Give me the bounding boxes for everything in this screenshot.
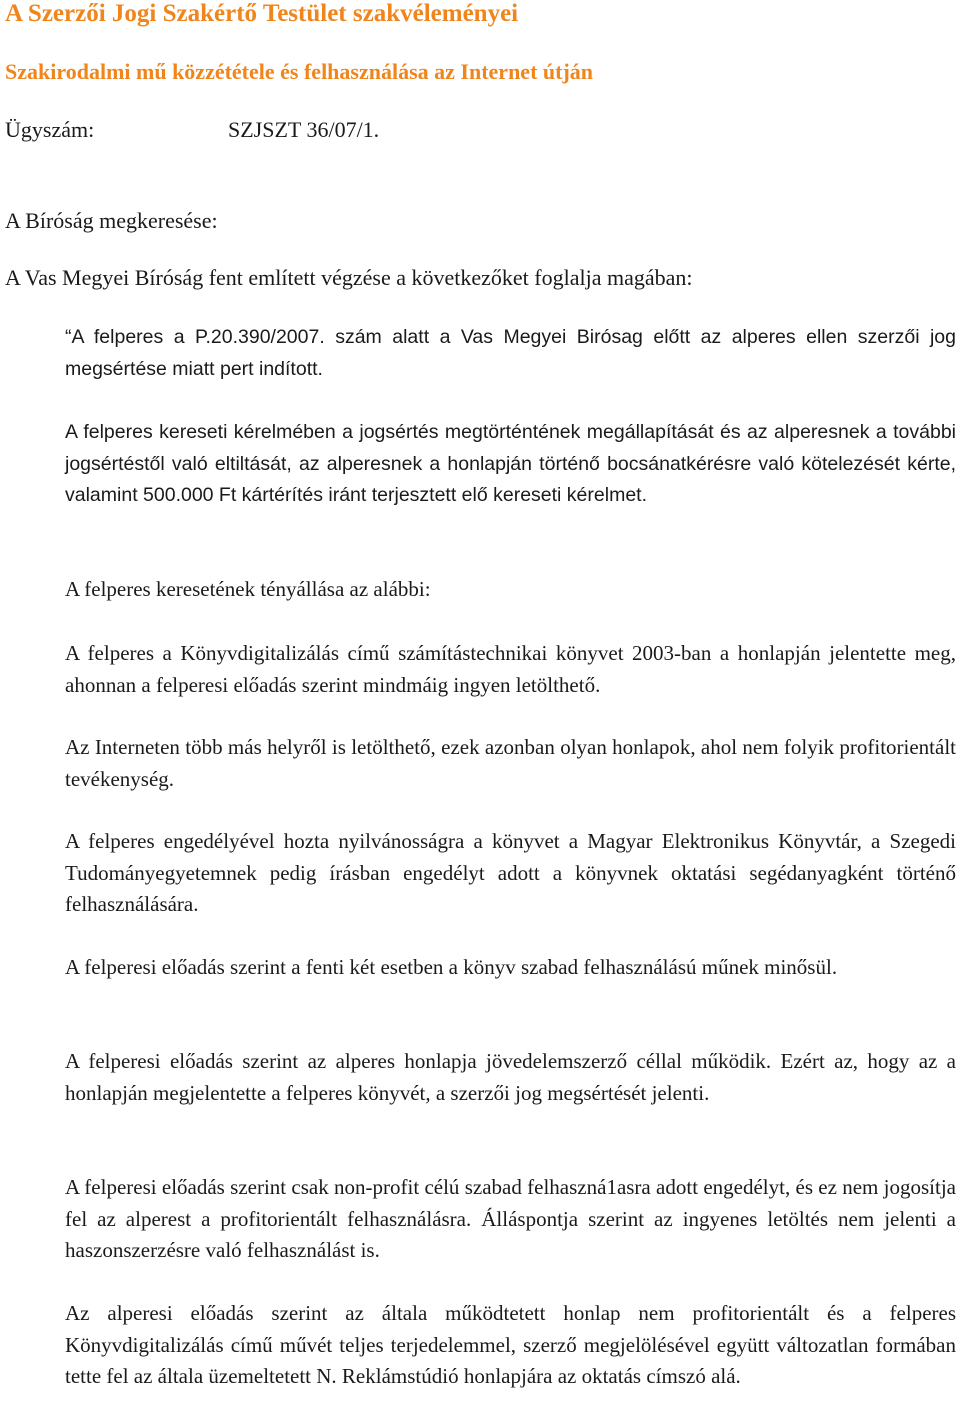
paragraph-6: A felperes engedélyével hozta nyilvánosságra a könyvet a Magyar Elektronikus Könyvtár, a Szegedi Tudományegyetemnek pedig írásban engedélyt adott a könyvnek oktatási segédanyagként történő felhasználására.	[65, 829, 956, 916]
paragraph-4: A felperes a Könyvdigitalizálás című számítástechnikai könyvet 2003-ban a honlapján jelentette meg, ahonnan a felperesi előadás szerint mindmáig ingyen letölthető.	[65, 641, 956, 697]
document-title: A Szerzői Jogi Szakértő Testület szakvéleményei	[5, 0, 519, 27]
case-label: Ügyszám:	[5, 117, 95, 142]
paragraph-10: Az alperesi előadás szerint az általa működtetett honlap nem profitorientált és a felperes Könyvdigitalizálás című művét teljes terjedelemmel, szerző megjelölésével együtt változatlan formában tette fel az általa üzemeltetett N. Reklámstúdió honlapjára az oktatás címszó alá.	[65, 1301, 956, 1388]
intro-line: A Vas Megyei Bíróság fent említett végzése a következőket foglalja magában:	[5, 265, 693, 290]
paragraph-7: A felperesi előadás szerint a fenti két esetben a könyv szabad felhasználású műnek minősül.	[65, 955, 838, 979]
paragraph-8: A felperesi előadás szerint az alperes honlapja jövedelemszerző céllal működik. Ezért az, hogy az a honlapján megjelentette a felperes könyvét, a szerzői jog megsértését jelenti.	[65, 1049, 956, 1105]
paragraph-1: “A felperes a P.20.390/2007. szám alatt a Vas Megyei Birósag előtt az alperes ellen szerzői jog megsértése miatt pert indított.	[65, 326, 956, 380]
paragraph-5: Az Interneten több más helyről is letölthető, ezek azonban olyan honlapok, ahol nem folyik profitorientált tevékenység.	[65, 735, 956, 791]
court-request-heading: A Bíróság megkeresése:	[5, 208, 218, 233]
paragraph-3: A felperes keresetének tényállása az alábbi:	[65, 577, 431, 601]
document-subtitle: Szakirodalmi mű közzététele és felhasználása az Internet útján	[5, 59, 594, 84]
paragraph-2: A felperes kereseti kérelmében a jogsértés megtörténtének megállapítását és az alperesnek a további jogsértéstől való eltiltását, az alperesnek a honlapján történő bocsánatkérésre való kötelezését kérte, valamint 500.000 Ft kártérítés iránt terjesztett elő kereseti kérelmet.	[65, 421, 956, 506]
case-number-row	[5, 117, 380, 143]
paragraph-9: A felperesi előadás szerint csak non-profit célú szabad felhaszná1asra adott engedélyt, és ez nem jogosítja fel az alperest a profitorientált felhasználásra. Álláspontja szerint az ingyenes letöltés nem jelenti a haszonszerzésre való felhasználást is.	[65, 1175, 956, 1262]
case-number: SZJSZT 36/07/1.	[228, 117, 380, 142]
